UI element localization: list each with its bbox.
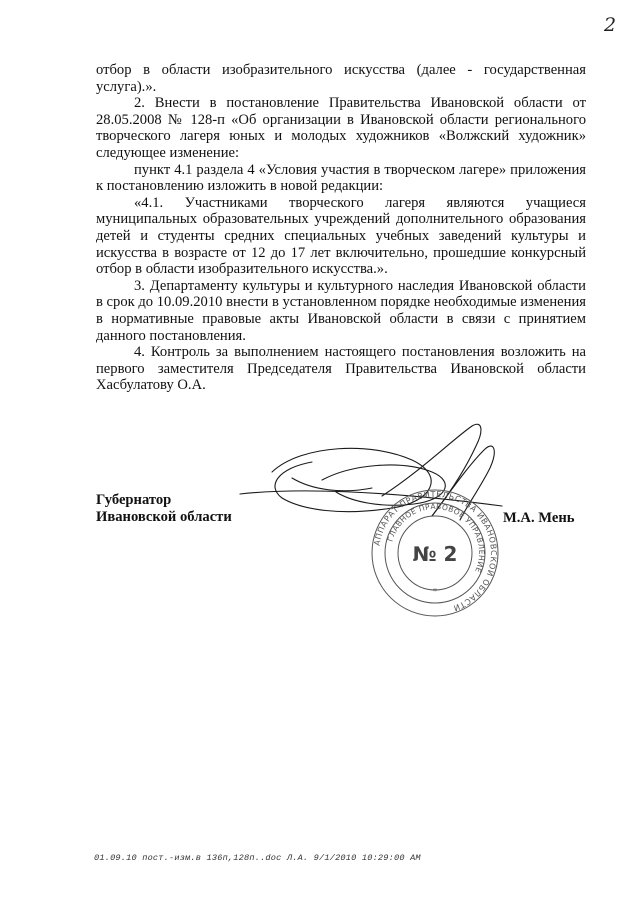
paragraph-5: 3. Департаменту культуры и культурного наследия Ивановской области в срок до 10.09.2010 внести в установленном порядке необходимые изменения в нормативные правовые акты Ивановской области в связи с принятием данного постановления.: [96, 277, 586, 344]
file-footer: 01.09.10 пост.-изм.в 136п,128п..doc Л.А. 9/1/2010 10:29:00 AM: [94, 853, 421, 863]
page-number: 2: [604, 14, 617, 36]
paragraph-2: 2. Внести в постановление Правительства Ивановской области от 28.05.2008 № 128-п «Об организации в Ивановской области регионального творческого лагеря юных и молодых художников «Волжский художник» следующее изменение:: [96, 95, 586, 161]
stamp-asterisk-icon: *: [433, 587, 437, 596]
paragraph-6: 4. Контроль за выполнением настоящего постановления возложить на первого заместителя Председателя Правительства Ивановской области Хасбулатову О.А.: [96, 344, 586, 394]
position-line-2: Ивановской области: [96, 509, 232, 525]
position-line-1: Губернатор: [96, 492, 172, 508]
signatory-name: М.А. Мень: [503, 510, 575, 526]
paragraph-3: пункт 4.1 раздела 4 «Условия участия в творческом лагере» приложения к постановлению изложить в новой редакции:: [96, 161, 586, 195]
stamp-ring-text: АППАРАТ ПРАВИТЕЛЬСТВА ИВАНОВСКОЙ ОБЛАСТИ: [372, 489, 499, 613]
paragraph-1: отбор в области изобразительного искусства (далее - государственная услуга).».: [96, 62, 586, 95]
signatory-position: [96, 492, 232, 526]
paragraph-4-quote: «4.1. Участниками творческого лагеря являются учащиеся муниципальных образовательных учреждений дополнительного образования детей и студенты средних специальных учебных заведений культуры и искусства в возрасте от 12 до 17 лет включительно, прошедшие конкурсный отбор в области изобразительного искусства.».: [96, 194, 586, 278]
document-body: [96, 62, 586, 394]
official-stamp: [368, 486, 502, 620]
stamp-inner-text: ГЛАВНОЕ ПРАВОВОЕ УПРАВЛЕНИЕ: [385, 501, 487, 575]
stamp-number: № 2: [412, 542, 458, 566]
